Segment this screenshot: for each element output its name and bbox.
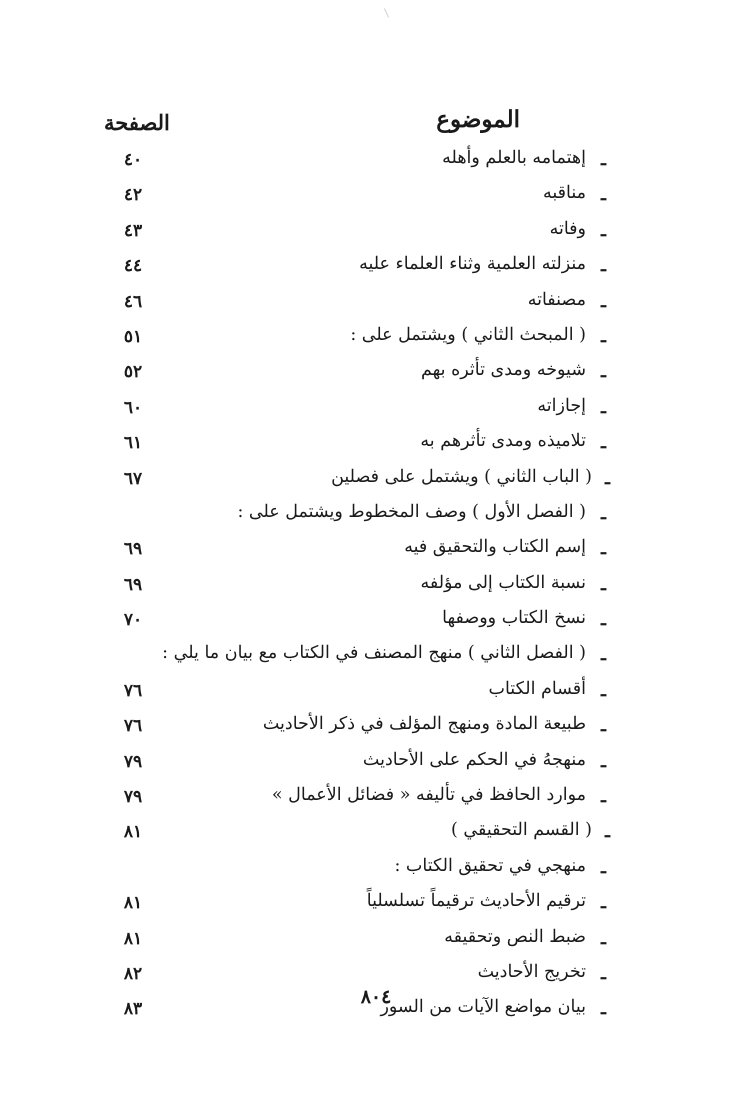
entry-page-number: ٧٦ (123, 716, 143, 737)
entry-page-number: ٦٩ (123, 574, 143, 595)
toc-entry (0, 925, 752, 960)
entry-title: وفاته (549, 218, 586, 239)
entry-title: نسخ الكتاب ووصفها (442, 608, 586, 629)
entry-title: نسبة الكتاب إلى مؤلفه (420, 572, 586, 593)
page-number: ٨٠٤ (360, 986, 392, 1008)
toc-entry (0, 252, 752, 287)
toc-entry (0, 783, 752, 818)
toc-entry (0, 500, 752, 535)
entry-page-number: ٦٧ (123, 468, 143, 489)
entry-page-number: ٧٩ (123, 787, 143, 808)
entry-dash: ـ (601, 610, 606, 631)
entry-title: ( القسم التحقيقي ) (451, 820, 592, 841)
table-of-contents (0, 146, 752, 1031)
page-column-heading: الصفحة (104, 110, 170, 135)
entry-page-number: ٦٠ (123, 397, 143, 418)
entry-title: ( الباب الثاني ) ويشتمل على فصلين (331, 466, 592, 487)
entry-dash: ـ (601, 716, 606, 737)
entry-page-number: ٥٢ (123, 362, 143, 383)
entry-page-number: ٧٩ (123, 751, 143, 772)
toc-entry (0, 606, 752, 641)
entry-title: تلاميذه ومدى تأثرهم به (420, 431, 586, 452)
entry-page-number: ٨٢ (123, 963, 143, 984)
entry-title: موارد الحافظ في تأليفه « فضائل الأعمال » (271, 785, 586, 806)
entry-page-number: ٧٠ (123, 610, 143, 631)
toc-entry (0, 677, 752, 712)
entry-dash: ـ (601, 539, 606, 560)
toc-entry (0, 288, 752, 323)
toc-entry (0, 146, 752, 181)
entry-dash: ـ (601, 256, 606, 277)
toc-header (0, 106, 752, 146)
toc-entry (0, 465, 752, 500)
toc-entry (0, 394, 752, 429)
entry-dash: ـ (601, 928, 606, 949)
entry-page-number: ٨١ (123, 822, 143, 843)
entry-page-number: ٨١ (123, 893, 143, 914)
entry-title: ( المبحث الثاني ) ويشتمل على : (350, 324, 586, 345)
entry-page-number: ٦٩ (123, 539, 143, 560)
scan-mark (384, 8, 389, 17)
entry-page-number: ٤٦ (123, 291, 143, 312)
entry-title: طبيعة المادة ومنهج المؤلف في ذكر الأحاديث (262, 714, 586, 735)
entry-title: منهجهُ في الحكم على الأحاديث (362, 749, 586, 770)
toc-entry (0, 217, 752, 252)
toc-entry (0, 641, 752, 676)
entry-dash: ـ (601, 433, 606, 454)
entry-dash: ـ (601, 857, 606, 878)
entry-dash: ـ (601, 503, 606, 524)
toc-entry (0, 358, 752, 393)
entry-title: شيوخه ومدى تأثره بهم (420, 360, 586, 381)
toc-entry (0, 748, 752, 783)
entry-dash: ـ (601, 893, 606, 914)
entry-title: مصنفاته (527, 289, 586, 310)
toc-entry (0, 429, 752, 464)
entry-title: منزلته العلمية وثناء العلماء عليه (359, 254, 586, 275)
entry-title: إجازاته (537, 395, 586, 416)
entry-dash: ـ (601, 150, 606, 170)
toc-entry (0, 535, 752, 570)
entry-dash: ـ (601, 185, 606, 206)
entry-dash: ـ (601, 680, 606, 701)
entry-title: مناقبه (542, 183, 586, 204)
entry-dash: ـ (601, 291, 606, 312)
entry-page-number: ٦١ (123, 433, 143, 454)
entry-page-number: ٤٤ (123, 256, 143, 277)
entry-title: بيان مواضع الآيات من السور (380, 997, 586, 1018)
entry-dash: ـ (601, 362, 606, 383)
entry-dash: ـ (601, 787, 606, 808)
toc-entry (0, 818, 752, 853)
entry-page-number: ٤٠ (123, 150, 143, 170)
toc-entry (0, 571, 752, 606)
entry-page-number: ٧٦ (123, 680, 143, 701)
entry-page-number: ٥١ (123, 326, 143, 347)
entry-dash: ـ (601, 645, 606, 666)
entry-page-number: ٨٣ (123, 999, 143, 1020)
topic-column-heading: الموضوع (436, 106, 520, 133)
entry-page-number: ٨١ (123, 928, 143, 949)
entry-title: إهتمامه بالعلم وأهله (442, 148, 586, 168)
entry-title: ترقيم الأحاديث ترقيماً تسلسلياً (366, 891, 586, 912)
toc-entry (0, 323, 752, 358)
entry-dash: ـ (601, 963, 606, 984)
entry-title: ( الفصل الثاني ) منهج المصنف في الكتاب مع بيان ما يلي : (162, 643, 586, 664)
entry-dash: ـ (601, 751, 606, 772)
entry-dash: ـ (601, 326, 606, 347)
entry-title: تخريج الأحاديث (477, 961, 586, 982)
entry-title: أقسام الكتاب (488, 678, 586, 699)
entry-title: ( الفصل الأول ) وصف المخطوط ويشتمل على : (237, 501, 586, 522)
entry-dash: ـ (601, 220, 606, 241)
entry-dash: ـ (601, 999, 606, 1020)
toc-entry (0, 854, 752, 889)
entry-dash: ـ (605, 468, 610, 489)
entry-dash: ـ (605, 822, 610, 843)
entry-dash: ـ (601, 574, 606, 595)
entry-title: ضبط النص وتحقيقه (444, 926, 586, 947)
entry-title: منهجي في تحقيق الكتاب : (394, 855, 586, 876)
toc-entry (0, 889, 752, 924)
entry-dash: ـ (601, 397, 606, 418)
entry-page-number: ٤٣ (123, 220, 143, 241)
toc-entry (0, 712, 752, 747)
entry-title: إسم الكتاب والتحقيق فيه (404, 537, 586, 558)
entry-page-number: ٤٢ (123, 185, 143, 206)
toc-entry (0, 181, 752, 216)
